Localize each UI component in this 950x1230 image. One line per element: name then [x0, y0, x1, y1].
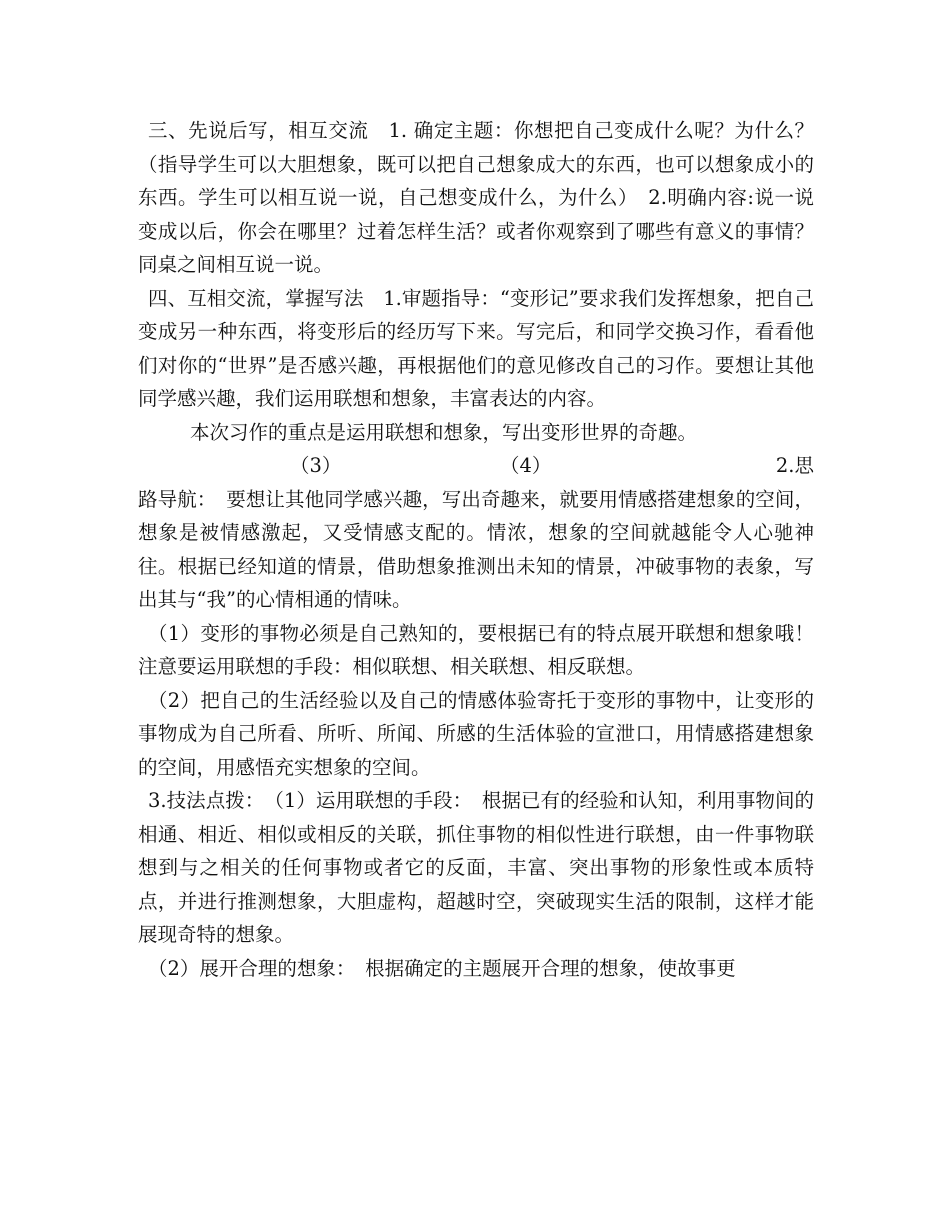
marker-3: （3） — [290, 454, 342, 477]
paragraph-section-four: 四、互相交流，掌握写法 1.审题指导：“变形记”要求我们发挥想象，把自己变成另一种东西，将变形后的经历写下来。写完后，和同学交换习作，看看他们对你的“世界”是否感兴趣，再根据他们的意见修改自己的习作。要想让其他同学感兴趣，我们运用联想和想象，丰富表达的内容。 — [138, 286, 814, 410]
paragraph-key-point: 本次习作的重点是运用联想和想象，写出变形世界的奇趣。 — [190, 420, 698, 444]
number-row — [138, 449, 814, 483]
paragraph-guide: 路导航： 要想让其他同学感兴趣，写出奇趣来，就要用情感搭建想象的空间，想象是被情感激起，又受情感支配的。情浓，想象的空间就越能令人心驰神往。根据已经知道的情景，借助想象推测出未知的情景，冲破事物的表象，写出其与“我”的心情相通的情味。 — [138, 487, 814, 611]
paragraph-section-three: 三、先说后写，相互交流 1. 确定主题：你想把自己变成什么呢？为什么？ （指导学生可以大胆想象，既可以把自己想象成大的东西，也可以想象成小的东西。学生可以相互说一说，自己想变成什么，为什么） 2.明确内容:说一说变成以后，你会在哪里？过着怎样生活？或者你观察到了哪些有意义的事情？同桌之间相互说一说。 — [138, 119, 834, 276]
marker-4: （4） — [500, 454, 552, 477]
document-body — [138, 114, 834, 985]
marker-2-heading: 2.思 — [775, 454, 814, 477]
paragraph-point-2: （2）把自己的生活经验以及自己的情感体验寄托于变形的事物中，让变形的事物成为自己所看、所听、所闻、所感的生活体验的宣泄口，用情感搭建想象的空间，用感悟充实想象的空间。 — [138, 688, 814, 779]
paragraph-point-1: （1）变形的事物必须是自己熟知的，要根据已有的特点展开联想和想象哦！注意要运用联想的手段：相似联想、相关联想、相反联想。 — [138, 621, 814, 678]
paragraph-imagination: （2）展开合理的想象： 根据确定的主题展开合理的想象，使故事更 — [148, 956, 736, 980]
paragraph-technique: 3.技法点拨： （1）运用联想的手段： 根据已有的经验和认知，利用事物间的相通、相近、相似或相反的关联，抓住事物的相似性进行联想，由一件事物联想到与之相关的任何事物或者它的反面，丰富、突出事物的形象性或本质特点，并进行推测想象，大胆虚构，超越时空，突破现实生活的限制，这样才能展现奇特的想象。 — [138, 789, 814, 946]
